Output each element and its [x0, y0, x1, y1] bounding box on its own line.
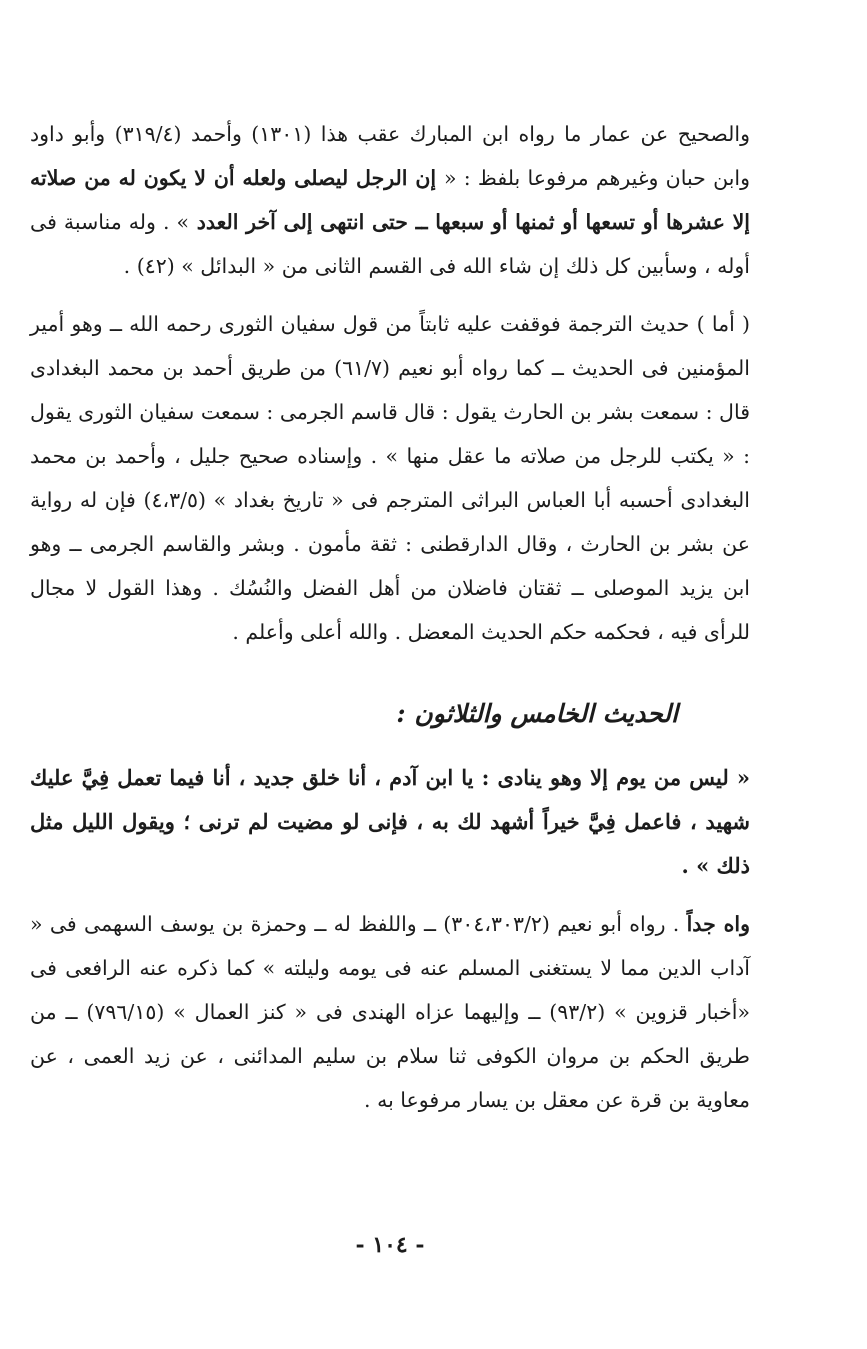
paragraph-3	[30, 902, 750, 1122]
section-heading: الحديث الخامس والثلاثون :	[396, 699, 678, 728]
paragraph-1-text-a: والصحيح عن عمار ما رواه ابن المبارك عقب هذا (١٣٠١) وأحمد (٣١٩/٤) وأبو داود وابن حبان وغيرهم مرفوعا بلفظ : «	[30, 122, 750, 190]
page-body	[30, 112, 750, 1122]
grading-label: واه جداً	[686, 912, 750, 936]
paragraph-1	[30, 112, 750, 288]
paragraph-1-text-b: » . وله مناسبة فى أوله ، وسأبين كل ذلك إن شاء الله فى القسم الثانى من « البدائل » (٤٢) .	[30, 210, 750, 278]
hadith-text: « ليس من يوم إلا وهو ينادى : يا ابن آدم ، أنا خلق جديد ، أنا فيما تعمل فِيَّ عليك شهيد ، فاعمل فِيَّ خيراً أشهد لك به ، فإنى لو مضيت لم ترنى ؛ ويقول الليل مثل ذلك » .	[30, 765, 750, 878]
paragraph-3-text: . رواه أبو نعيم (٣٠٤،٣٠٣/٢) ــ واللفظ له ــ وحمزة بن يوسف السهمى فى « آداب الدين مما لا يستغنى المسلم عنه فى يومه وليلته » كما ذكره عنه الرافعى فى «أخبار قزوين » (٩٣/٢) ــ وإليهما عزاه الهندى فى « كنز العمال » (٧٩٦/١٥) ــ من طريق الحكم بن مروان الكوفى ثنا سلام بن سليم المدائنى ، عن زيد العمى ، عن معاوية بن قرة عن معقل بن يسار مرفوعا به .	[30, 912, 750, 1112]
page-number: - ١٠٤ -	[355, 1232, 425, 1258]
paragraph-1-quote: إن الرجل ليصلى ولعله أن لا يكون له من صلاته إلا عشرها أو تسعها أو ثمنها أو سبعها ــ حتى انتهى إلى آخر العدد	[30, 166, 750, 234]
paragraph-2: ( أما ) حديث الترجمة فوقفت عليه ثابتاً من قول سفيان الثورى رحمه الله ــ وهو أمير المؤمنين فى الحديث ــ كما رواه أبو نعيم (٦١/٧) من طريق أحمد بن محمد البغدادى قال : سمعت بشر بن الحارث يقول : قال قاسم الجرمى : سمعت سفيان الثورى يقول : « يكتب للرجل من صلاته ما عقل منها » . وإسناده صحيح جليل ، وأحمد بن محمد البغدادى أحسبه أبا العباس البراثى المترجم فى « تاريخ بغداد » (٤،٣/٥) فإن له رواية عن بشر بن الحارث ، وقال الدارقطنى : ثقة مأمون . وبشر والقاسم الجرمى ــ وهو ابن يزيد الموصلى ــ ثقتان فاضلان من أهل الفضل والنُسُك . وهذا القول لا مجال للرأى فيه ، فحكمه حكم الحديث المعضل . والله أعلى وأعلم .	[30, 312, 750, 644]
